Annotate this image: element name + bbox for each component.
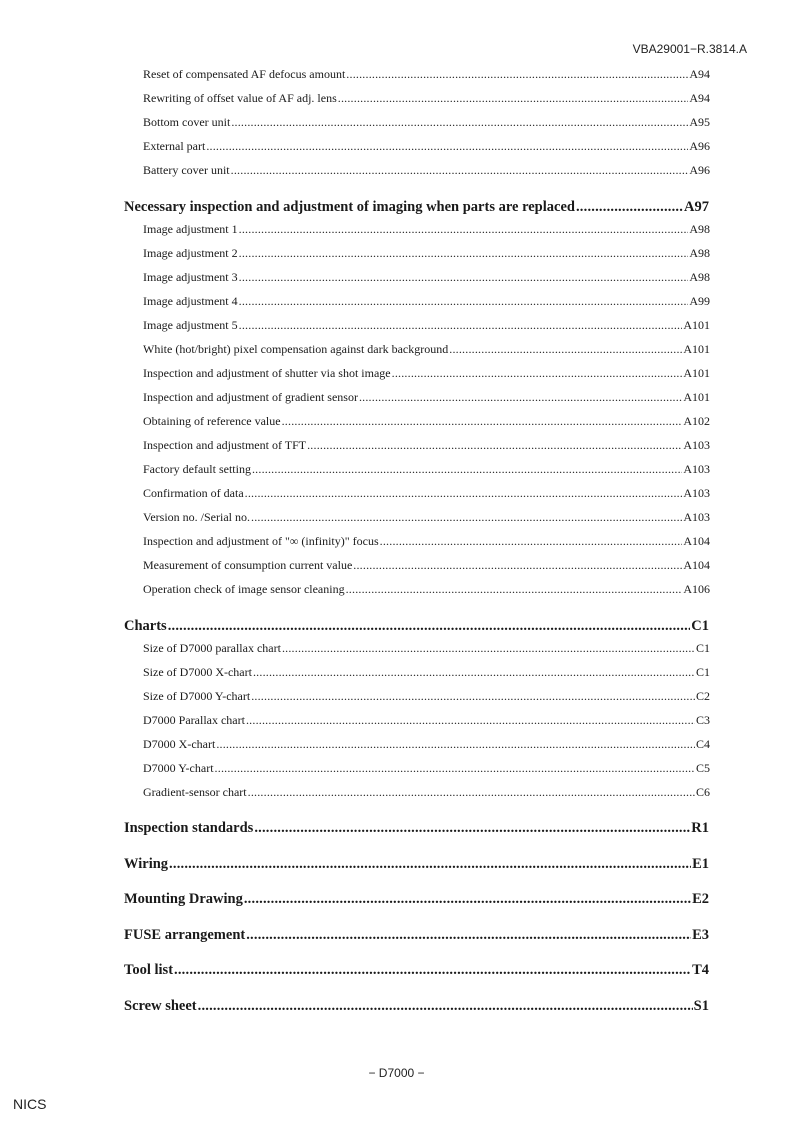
- toc-page-number: A104: [683, 558, 710, 572]
- toc-leader-dots: [215, 761, 695, 776]
- toc-leader-dots: [338, 91, 689, 106]
- toc-leader-dots: [239, 246, 689, 261]
- toc-leader-dots: [449, 342, 682, 357]
- toc-section-entry[interactable]: [124, 856, 709, 873]
- toc-page-number: C1: [695, 665, 710, 679]
- toc-leader-dots: [231, 163, 689, 178]
- toc-page-number: A101: [683, 318, 710, 332]
- toc-entry-label: Wiring: [124, 856, 169, 872]
- toc-entry-label: Mounting Drawing: [124, 891, 243, 907]
- toc-leader-dots: [239, 294, 689, 309]
- toc-entry-label: Battery cover unit: [143, 163, 230, 177]
- toc-entry[interactable]: [143, 534, 710, 549]
- toc-page-number: C2: [695, 689, 710, 703]
- toc-entry-label: Screw sheet: [124, 998, 197, 1014]
- toc-entry[interactable]: [143, 785, 710, 800]
- document-id: VBA29001−R.3814.A: [632, 42, 747, 56]
- toc-page-number: C6: [695, 785, 710, 799]
- toc-entry[interactable]: [143, 737, 710, 752]
- toc-entry-label: D7000 Y-chart: [143, 761, 214, 775]
- toc-page-number: A101: [683, 366, 710, 380]
- toc-page-number: C3: [695, 713, 710, 727]
- toc-page-number: A103: [683, 462, 710, 476]
- toc-entry[interactable]: [143, 414, 710, 429]
- toc-leader-dots: [198, 998, 693, 1015]
- toc-page-number: A102: [683, 414, 710, 428]
- toc-entry-label: Size of D7000 parallax chart: [143, 641, 281, 655]
- toc-leader-dots: [248, 785, 695, 800]
- toc-entry-label: Inspection and adjustment of "∞ (infinity)" focus: [143, 534, 379, 548]
- toc-section-entry[interactable]: [124, 199, 709, 216]
- toc-entry[interactable]: [143, 761, 710, 776]
- toc-page-number: C5: [695, 761, 710, 775]
- toc-entry-label: Inspection and adjustment of gradient sensor: [143, 390, 358, 404]
- toc-entry-label: Obtaining of reference value: [143, 414, 281, 428]
- toc-page-number: A98: [689, 270, 710, 284]
- toc-entry-label: Factory default setting: [143, 462, 251, 476]
- toc-entry[interactable]: [143, 689, 710, 704]
- toc-leader-dots: [353, 558, 682, 573]
- toc-leader-dots: [239, 318, 683, 333]
- toc-entry-label: Inspection and adjustment of TFT: [143, 438, 307, 452]
- toc-page-number: C4: [695, 737, 710, 751]
- toc-leader-dots: [346, 582, 683, 597]
- toc-entry[interactable]: [143, 115, 710, 130]
- toc-entry[interactable]: [143, 163, 710, 178]
- toc-leader-dots: [168, 618, 691, 635]
- toc-section-entry[interactable]: [124, 927, 709, 944]
- toc-page-number: A104: [683, 534, 710, 548]
- toc-leader-dots: [282, 414, 683, 429]
- toc-entry-label: D7000 X-chart: [143, 737, 216, 751]
- toc-entry[interactable]: [143, 486, 710, 501]
- toc-page-number: A98: [689, 246, 710, 260]
- corner-label: NICS: [13, 1096, 47, 1112]
- toc-entry-label: Gradient-sensor chart: [143, 785, 247, 799]
- toc-entry[interactable]: [143, 294, 710, 309]
- toc-page-number: E2: [692, 891, 709, 907]
- toc-entry-label: Bottom cover unit: [143, 115, 231, 129]
- toc-leader-dots: [576, 199, 683, 216]
- toc-page-number: A96: [689, 139, 710, 153]
- toc-entry-label: Image adjustment 4: [143, 294, 238, 308]
- toc-entry-label: Measurement of consumption current value: [143, 558, 353, 572]
- toc-entry-label: Operation check of image sensor cleaning: [143, 582, 345, 596]
- toc-leader-dots: [244, 891, 691, 908]
- toc-entry-label: Inspection standards: [124, 820, 254, 836]
- toc-leader-dots: [251, 510, 682, 525]
- toc-leader-dots: [239, 270, 689, 285]
- toc-page-number: C1: [695, 641, 710, 655]
- toc-leader-dots: [169, 856, 691, 873]
- toc-entry[interactable]: [143, 139, 710, 154]
- toc-entry[interactable]: [143, 558, 710, 573]
- toc-entry-label: Inspection and adjustment of shutter via shot image: [143, 366, 391, 380]
- toc-leader-dots: [252, 462, 682, 477]
- toc-leader-dots: [246, 927, 691, 944]
- toc-entry-label: Image adjustment 3: [143, 270, 238, 284]
- toc-entry[interactable]: [143, 713, 710, 728]
- toc-entry-label: Image adjustment 2: [143, 246, 238, 260]
- toc-page-number: T4: [692, 962, 709, 978]
- toc-page-number: A103: [683, 510, 710, 524]
- toc-entry[interactable]: [143, 390, 710, 405]
- toc-page-number: S1: [693, 998, 709, 1014]
- toc-entry-label: White (hot/bright) pixel compensation against dark background: [143, 342, 449, 356]
- toc-leader-dots: [174, 962, 691, 979]
- toc-leader-dots: [380, 534, 683, 549]
- toc-page-number: A94: [689, 91, 710, 105]
- toc-page-number: C1: [691, 618, 709, 634]
- toc-page-number: E1: [692, 856, 709, 872]
- toc-leader-dots: [346, 67, 688, 82]
- toc-section-entry[interactable]: [124, 820, 709, 837]
- toc-entry[interactable]: [143, 246, 710, 261]
- toc-entry-label: Size of D7000 Y-chart: [143, 689, 251, 703]
- toc-leader-dots: [216, 737, 695, 752]
- toc-page-number: A94: [689, 67, 710, 81]
- toc-entry[interactable]: [143, 270, 710, 285]
- toc-entry[interactable]: [143, 462, 710, 477]
- toc-entry[interactable]: [143, 318, 710, 333]
- toc-section-entry[interactable]: [124, 998, 709, 1015]
- toc-entry[interactable]: [143, 67, 710, 82]
- toc-entry[interactable]: [143, 91, 710, 106]
- toc-leader-dots: [246, 713, 695, 728]
- toc-entry[interactable]: [143, 366, 710, 381]
- toc-entry[interactable]: [143, 342, 710, 357]
- toc-page-number: A106: [683, 582, 710, 596]
- toc-entry-label: External part: [143, 139, 206, 153]
- toc-page-number: A98: [689, 222, 710, 236]
- toc-entry-label: D7000 Parallax chart: [143, 713, 245, 727]
- toc-page-number: A99: [689, 294, 710, 308]
- toc-entry-label: Tool list: [124, 962, 174, 978]
- toc-entry-label: FUSE arrangement: [124, 927, 246, 943]
- toc-entry[interactable]: [143, 222, 710, 237]
- toc-entry-label: Size of D7000 X-chart: [143, 665, 252, 679]
- toc-leader-dots: [392, 366, 683, 381]
- toc-leader-dots: [251, 689, 695, 704]
- toc-leader-dots: [282, 641, 695, 656]
- toc-entry-label: Confirmation of data: [143, 486, 244, 500]
- toc-page-number: A96: [689, 163, 710, 177]
- page-footer-model: − D7000 −: [368, 1066, 425, 1080]
- toc-leader-dots: [206, 139, 688, 154]
- toc-page-number: R1: [691, 820, 709, 836]
- toc-leader-dots: [307, 438, 682, 453]
- toc-page-number: A103: [683, 486, 710, 500]
- toc-section-entry[interactable]: [124, 618, 709, 635]
- toc-leader-dots: [239, 222, 689, 237]
- toc-entry-label: Rewriting of offset value of AF adj. lens: [143, 91, 337, 105]
- toc-leader-dots: [254, 820, 690, 837]
- toc-page-number: A97: [684, 199, 709, 215]
- toc-page-number: A95: [689, 115, 710, 129]
- toc-entry-label: Necessary inspection and adjustment of imaging when parts are replaced: [124, 199, 575, 215]
- toc-page-number: A103: [683, 438, 710, 452]
- toc-entry-label: Image adjustment 5: [143, 318, 238, 332]
- toc-leader-dots: [359, 390, 682, 405]
- toc-entry[interactable]: [143, 438, 710, 453]
- toc-section-entry[interactable]: [124, 962, 709, 979]
- toc-entry[interactable]: [143, 582, 710, 597]
- toc-entry[interactable]: [143, 641, 710, 656]
- toc-entry-label: Image adjustment 1: [143, 222, 238, 236]
- toc-entry[interactable]: [143, 510, 710, 525]
- toc-leader-dots: [245, 486, 683, 501]
- toc-entry-label: Reset of compensated AF defocus amount: [143, 67, 346, 81]
- toc-entry-label: Charts: [124, 618, 167, 634]
- toc-page-number: A101: [683, 390, 710, 404]
- toc-page-number: E3: [692, 927, 709, 943]
- toc-section-entry[interactable]: [124, 891, 709, 908]
- toc-entry-label: Version no. /Serial no.: [143, 510, 250, 524]
- toc-leader-dots: [231, 115, 688, 130]
- toc-leader-dots: [253, 665, 695, 680]
- toc-page-number: A101: [683, 342, 710, 356]
- toc-entry[interactable]: [143, 665, 710, 680]
